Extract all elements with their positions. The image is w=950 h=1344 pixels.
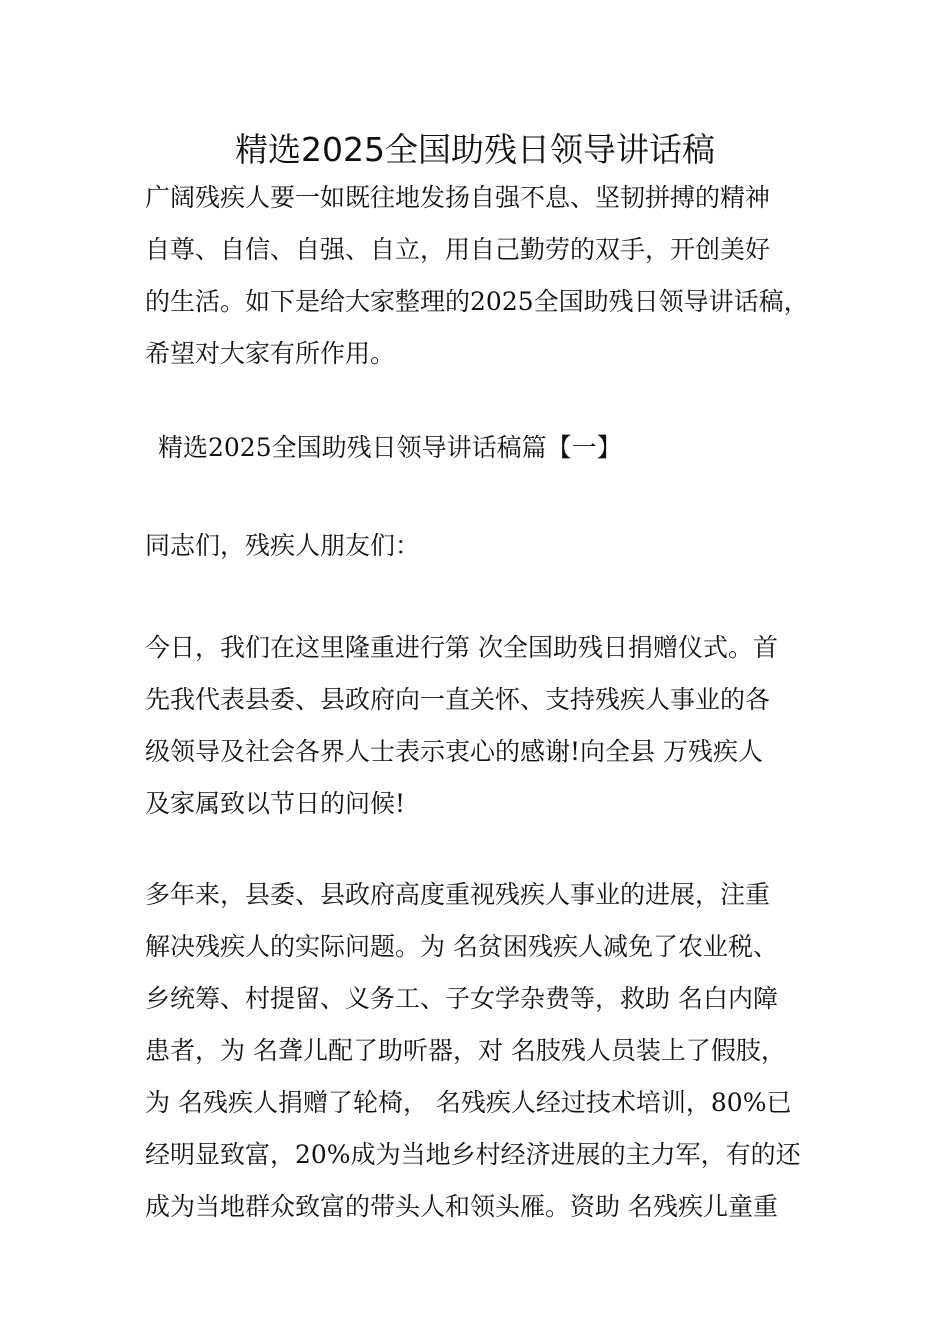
intro-line: 的生活。如下是给大家整理的2025全国助残日领导讲话稿， — [145, 287, 809, 316]
section-heading-text: 精选2025全国助残日领导讲话稿篇【一】 — [158, 433, 622, 462]
intro-line: 希望对大家有所作用。 — [145, 339, 396, 368]
document-title: 精选2025全国助残日领导讲话稿 — [235, 130, 715, 169]
paragraph-line: 解决残疾人的实际问题。为 名贫困残疾人减免了农业税、 — [145, 932, 778, 961]
intro-paragraph — [145, 172, 825, 380]
paragraph-line: 多年来，县委、县政府高度重视残疾人事业的进展，注重 — [145, 880, 771, 909]
intro-line: 自尊、自信、自强、自立，用自己勤劳的双手，开创美好 — [145, 235, 771, 264]
paragraph-line: 先我代表县委、县政府向一直关怀、支持残疾人事业的各 — [145, 685, 771, 714]
intro-line: 广阔残疾人要一如既往地发扬自强不息、坚韧拼搏的精神 — [145, 183, 771, 212]
paragraph-1 — [145, 622, 825, 830]
paragraph-2 — [145, 869, 825, 1233]
paragraph-line: 患者，为 名聋儿配了助听器，对 名肢残人员装上了假肢， — [145, 1036, 786, 1065]
salutation — [145, 520, 825, 572]
paragraph-line: 成为当地群众致富的带头人和领头雁。资助 名残疾儿童重 — [145, 1192, 778, 1221]
section-heading — [158, 422, 838, 474]
paragraph-line: 及家属致以节日的问候! — [145, 789, 406, 818]
paragraph-line: 经明显致富，20%成为当地乡村经济进展的主力军，有的还 — [145, 1140, 801, 1169]
paragraph-line: 为 名残疾人捐赠了轮椅， 名残疾人经过技术培训，80%已 — [145, 1088, 792, 1117]
paragraph-line: 今日，我们在这里隆重进行第 次全国助残日捐赠仪式。首 — [145, 633, 778, 662]
paragraph-line: 级领导及社会各界人士表示衷心的感谢!向全县 万残疾人 — [145, 737, 763, 766]
salutation-text: 同志们，残疾人朋友们： — [145, 531, 421, 560]
paragraph-line: 乡统筹、村提留、义务工、子女学杂费等，救助 名白内障 — [145, 984, 778, 1013]
